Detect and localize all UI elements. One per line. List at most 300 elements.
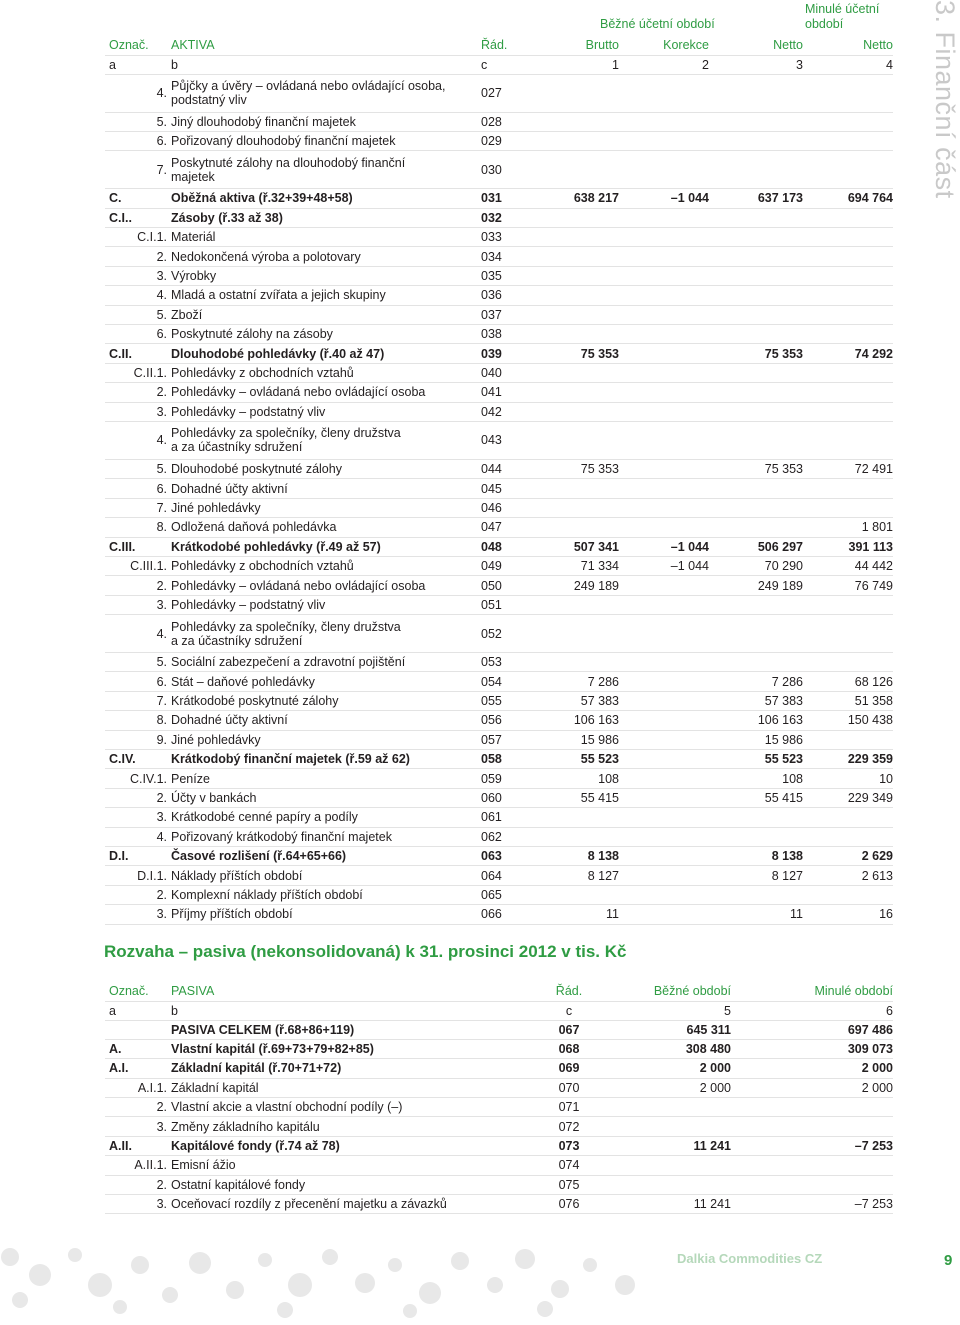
value-korekce (619, 769, 709, 788)
row-label-line2: a za účastníky sdružení (171, 633, 303, 648)
value-netto-previous (803, 286, 893, 305)
value-netto (709, 363, 803, 382)
row-designation: 2. (156, 249, 167, 264)
row-designation: 3. (156, 597, 167, 612)
value-netto (709, 228, 803, 247)
value-brutto (539, 808, 619, 827)
value-brutto (539, 305, 619, 324)
value-korekce: –1 044 (670, 559, 709, 574)
value-netto-previous (803, 383, 893, 402)
value-current: 2 000 (699, 1080, 731, 1095)
value-korekce (619, 498, 709, 517)
value-previous (731, 1175, 893, 1194)
aktiva-row (105, 266, 893, 285)
value-netto (709, 112, 803, 131)
aktiva-row (105, 344, 893, 363)
value-netto (709, 325, 803, 344)
value-netto-previous (803, 325, 893, 344)
value-netto-previous (803, 885, 893, 904)
aktiva-row (105, 189, 893, 208)
row-label (169, 74, 481, 112)
row-number: 039 (481, 346, 502, 361)
value-brutto (539, 402, 619, 421)
row-label (169, 151, 481, 189)
row-number: 076 (558, 1197, 580, 1212)
value-netto (709, 518, 803, 537)
decorative-dot (615, 1275, 635, 1295)
pasiva-row (105, 1117, 893, 1136)
row-number: 068 (558, 1042, 580, 1057)
decorative-dot (277, 1302, 293, 1318)
row-number: 057 (481, 732, 502, 747)
letter-1: 1 (612, 57, 619, 72)
value-korekce (619, 266, 709, 285)
pasiva-row (105, 1020, 893, 1039)
row-label: Zásoby (ř.33 až 38) (171, 210, 283, 225)
value-netto: 106 163 (757, 713, 803, 728)
decorative-dot (131, 1256, 149, 1274)
row-number: 033 (481, 230, 502, 245)
decorative-dot (226, 1281, 244, 1299)
value-netto: 637 173 (757, 191, 803, 206)
pasiva-row (105, 1136, 893, 1155)
row-designation: 8. (156, 713, 167, 728)
value-netto-previous (803, 305, 893, 324)
value-korekce (619, 672, 709, 691)
value-brutto: 106 163 (573, 713, 619, 728)
value-brutto: 8 127 (587, 868, 619, 883)
row-label (169, 615, 481, 653)
row-label: Vlastní kapitál (ř.69+73+79+82+85) (171, 1042, 374, 1057)
row-designation: C. (109, 191, 122, 206)
row-designation: A.I. (109, 1061, 129, 1076)
value-korekce (619, 479, 709, 498)
row-designation: 3. (156, 1197, 167, 1212)
row-number: 064 (481, 868, 502, 883)
col-brutto: Brutto (585, 37, 619, 52)
row-designation: A. (109, 1042, 122, 1057)
pasiva-row (105, 1098, 893, 1117)
aktiva-row (105, 518, 893, 537)
value-brutto: 507 341 (573, 539, 619, 554)
value-netto-previous: 74 292 (854, 346, 893, 361)
pasiva-letters-row (105, 1001, 893, 1020)
value-korekce (619, 905, 709, 924)
value-korekce: –1 044 (670, 539, 709, 554)
value-netto (709, 653, 803, 672)
value-netto: 75 353 (764, 346, 803, 361)
row-label: Krátkodobé pohledávky (ř.49 až 57) (171, 539, 381, 554)
value-brutto: 55 415 (580, 791, 619, 806)
aktiva-row (105, 305, 893, 324)
row-designation: 4. (156, 86, 167, 100)
row-label: Nedokončená výroba a polotovary (171, 249, 361, 264)
row-label-line1: Poskytnuté zálohy na dlouhodobý finanční (171, 155, 406, 170)
value-netto (709, 885, 803, 904)
row-label: Náklady příštích období (171, 868, 303, 883)
aktiva-row (105, 576, 893, 595)
aktiva-letters-row (105, 55, 893, 74)
value-current (609, 1117, 731, 1136)
value-previous: 2 000 (861, 1061, 893, 1076)
value-brutto (539, 363, 619, 382)
value-korekce (619, 730, 709, 749)
row-label: Pohledávky – ovládaná nebo ovládající osoba (171, 385, 426, 400)
value-netto-previous (803, 808, 893, 827)
value-brutto: 75 353 (580, 346, 619, 361)
aktiva-row (105, 847, 893, 866)
row-number: 051 (481, 597, 502, 612)
row-label: Komplexní náklady příštích období (171, 887, 363, 902)
aktiva-row (105, 325, 893, 344)
value-brutto (539, 518, 619, 537)
decorative-dot (12, 1292, 28, 1308)
value-netto (709, 615, 803, 653)
value-netto (709, 498, 803, 517)
value-netto: 70 290 (764, 559, 803, 574)
row-designation: C.IV.1. (129, 771, 167, 786)
value-netto-previous (803, 827, 893, 846)
value-netto: 15 986 (764, 732, 803, 747)
row-label: Krátkodobé poskytnuté zálohy (171, 694, 339, 709)
row-label: Základní kapitál (ř.70+71+72) (171, 1061, 342, 1076)
pasiva-title: Rozvaha – pasiva (nekonsolidovaná) k 31. prosinci 2012 v tis. Kč (104, 942, 627, 961)
row-label: Emisní ážio (171, 1158, 236, 1173)
value-korekce (619, 74, 709, 112)
decorative-dots (0, 1245, 660, 1325)
aktiva-current-period-header: Běžné účetní období (600, 17, 715, 31)
value-korekce (619, 653, 709, 672)
row-designation: 9. (156, 732, 167, 747)
value-netto-previous (803, 74, 893, 112)
pasiva-row (105, 1059, 893, 1078)
row-designation: 6. (156, 327, 167, 342)
row-number: 070 (558, 1080, 580, 1095)
row-number: 041 (481, 385, 502, 400)
value-brutto (539, 498, 619, 517)
row-label: Mladá a ostatní zvířata a jejich skupiny (171, 288, 386, 303)
value-netto-previous: 391 113 (848, 539, 893, 554)
col-netto: Netto (773, 37, 803, 52)
row-designation: 2. (156, 1177, 167, 1192)
col-netto-previous: Netto (863, 37, 893, 52)
value-korekce: –1 044 (670, 191, 709, 206)
row-number: 044 (481, 462, 502, 477)
aktiva-row (105, 556, 893, 575)
aktiva-row (105, 479, 893, 498)
section-side-title: 3. Finanční část (930, 0, 960, 199)
row-number: 048 (481, 539, 502, 554)
decorative-dot (288, 1273, 312, 1297)
value-netto: 75 353 (764, 462, 803, 477)
value-netto: 11 (790, 907, 803, 922)
row-number: 072 (558, 1119, 580, 1134)
value-brutto (539, 151, 619, 189)
row-number: 059 (481, 771, 502, 786)
value-previous: 697 486 (847, 1022, 893, 1037)
aktiva-row (105, 459, 893, 478)
pasiva-row (105, 1195, 893, 1214)
value-netto-previous: 694 764 (847, 191, 893, 206)
row-number: 040 (481, 365, 502, 380)
page-number: 9 (944, 1252, 953, 1269)
value-korekce (619, 750, 709, 769)
value-netto-previous (803, 112, 893, 131)
decorative-dot (322, 1249, 338, 1265)
value-netto: 57 383 (764, 694, 803, 709)
letter-3: 3 (796, 57, 803, 72)
value-netto: 249 189 (757, 578, 803, 593)
row-designation: C.I.1. (137, 230, 167, 245)
row-number: 036 (481, 288, 502, 303)
row-label: Pohledávky – ovládaná nebo ovládající osoba (171, 578, 426, 593)
footer-brand: Dalkia Commodities CZ (677, 1251, 823, 1266)
value-netto-previous: 2 629 (861, 849, 893, 864)
aktiva-row (105, 112, 893, 131)
row-designation: 4. (156, 288, 167, 303)
value-current: 11 241 (693, 1139, 731, 1154)
value-brutto (539, 595, 619, 614)
value-korekce (619, 305, 709, 324)
value-previous: 309 073 (847, 1042, 893, 1057)
letter-2: 2 (702, 57, 709, 72)
value-previous: 2 000 (861, 1080, 893, 1095)
row-designation: 5. (156, 114, 167, 129)
value-netto-previous: 76 749 (854, 578, 893, 593)
row-number: 052 (481, 626, 502, 641)
row-designation: D.I. (109, 849, 129, 864)
aktiva-row (105, 788, 893, 807)
value-brutto (539, 112, 619, 131)
row-number: 074 (558, 1158, 580, 1173)
row-designation: A.I.1. (137, 1080, 167, 1095)
row-designation: 3. (156, 269, 167, 284)
row-label: Pohledávky z obchodních vztahů (171, 365, 354, 380)
value-brutto (539, 421, 619, 459)
value-netto-previous (803, 653, 893, 672)
decorative-dot (419, 1282, 441, 1304)
row-designation: 6. (156, 674, 167, 689)
row-label: Dlouhodobé poskytnuté zálohy (171, 462, 342, 477)
value-current: 11 241 (693, 1197, 731, 1212)
value-korekce (619, 788, 709, 807)
value-netto: 55 415 (764, 791, 803, 806)
row-label: Kapitálové fondy (ř.74 až 78) (171, 1139, 340, 1154)
value-netto (709, 151, 803, 189)
row-designation: 3. (156, 810, 167, 825)
row-designation: 7. (156, 500, 167, 515)
row-designation: 8. (156, 520, 167, 535)
row-designation: 4. (156, 829, 167, 844)
value-brutto: 15 986 (580, 732, 619, 747)
col-rad: Řád. (481, 37, 508, 52)
row-label: Poskytnuté zálohy na zásoby (171, 327, 333, 342)
row-label: Pořizovaný dlouhodobý finanční majetek (171, 134, 396, 149)
value-brutto (539, 74, 619, 112)
row-number: 067 (558, 1022, 580, 1037)
value-brutto: 55 523 (580, 752, 619, 767)
value-netto: 7 286 (771, 674, 803, 689)
aktiva-row (105, 421, 893, 459)
col-oznaceni: Označ. (109, 37, 149, 52)
value-netto (709, 402, 803, 421)
row-label: Dohadné účty aktivní (171, 481, 288, 496)
aktiva-header-row (105, 35, 893, 55)
row-label: Pohledávky z obchodních vztahů (171, 559, 354, 574)
value-brutto (539, 479, 619, 498)
row-designation: C.II.1. (133, 365, 167, 380)
value-brutto: 71 334 (580, 559, 619, 574)
row-designation: A.II. (109, 1139, 132, 1154)
decorative-dot (355, 1273, 375, 1293)
value-korekce (619, 615, 709, 653)
aktiva-row (105, 595, 893, 614)
value-korekce (619, 866, 709, 885)
decorative-dot (451, 1252, 469, 1270)
col-oznaceni: Označ. (109, 983, 149, 998)
row-label: Účty v bankách (171, 791, 257, 806)
decorative-dot (162, 1287, 178, 1303)
value-netto-previous (803, 402, 893, 421)
row-designation: 2. (156, 887, 167, 902)
row-label: Časové rozlišení (ř.64+65+66) (171, 849, 347, 864)
row-label: Dlouhodobé pohledávky (ř.40 až 47) (171, 346, 385, 361)
pasiva-table (105, 981, 893, 1214)
value-brutto: 11 (606, 907, 619, 922)
aktiva-row (105, 808, 893, 827)
value-netto (709, 74, 803, 112)
value-brutto: 8 138 (587, 849, 619, 864)
row-number: 061 (481, 810, 502, 825)
value-netto-previous (803, 595, 893, 614)
value-netto-previous: 2 613 (861, 868, 893, 883)
row-label-line1: Půjčky a úvěry – ovládaná nebo ovládající osoba, (171, 79, 446, 93)
row-number: 066 (481, 907, 502, 922)
row-number: 054 (481, 674, 502, 689)
value-brutto (539, 615, 619, 653)
aktiva-row (105, 827, 893, 846)
value-netto-previous: 10 (879, 771, 893, 786)
value-korekce (619, 421, 709, 459)
row-designation: 3. (156, 907, 167, 922)
aktiva-row (105, 151, 893, 189)
letter-5: 5 (724, 1003, 731, 1018)
value-netto: 506 297 (757, 539, 803, 554)
col-korekce: Korekce (663, 37, 709, 52)
row-designation: C.III. (109, 539, 136, 554)
value-korekce (619, 847, 709, 866)
row-number: 049 (481, 559, 502, 574)
row-number: 043 (481, 433, 502, 448)
aktiva-row (105, 498, 893, 517)
row-number: 050 (481, 578, 502, 593)
value-korekce (619, 691, 709, 710)
aktiva-row (105, 383, 893, 402)
row-label-line2: majetek (171, 169, 215, 184)
aktiva-row (105, 905, 893, 924)
decorative-dot (29, 1264, 51, 1286)
value-korekce (619, 459, 709, 478)
row-designation: 2. (156, 1100, 167, 1115)
col-bezne-obdobi: Běžné období (653, 983, 731, 998)
value-netto-previous (803, 247, 893, 266)
row-designation: 2. (156, 791, 167, 806)
row-number: 045 (481, 481, 502, 496)
value-netto-previous (803, 479, 893, 498)
row-designation: 7. (156, 694, 167, 709)
row-label: Pořizovaný krátkodobý finanční majetek (171, 829, 392, 844)
row-label-line2: a za účastníky sdružení (171, 440, 303, 455)
value-previous: –7 253 (854, 1139, 893, 1154)
row-number: 035 (481, 269, 502, 284)
letter-c: c (481, 57, 488, 72)
row-designation: C.II. (109, 346, 132, 361)
value-current (609, 1098, 731, 1117)
row-label: Vlastní akcie a vlastní obchodní podíly (–) (171, 1100, 403, 1115)
value-netto (709, 266, 803, 285)
row-number: 038 (481, 327, 502, 342)
value-korekce (619, 518, 709, 537)
value-netto-previous (803, 615, 893, 653)
row-designation: C.IV. (109, 752, 136, 767)
row-designation (105, 1020, 169, 1039)
aktiva-row (105, 537, 893, 556)
row-designation: 3. (156, 404, 167, 419)
value-previous (731, 1117, 893, 1136)
row-number: 030 (481, 162, 502, 177)
row-designation: 3. (156, 1119, 167, 1134)
aktiva-previous-period-header: Minulé účetní období (805, 2, 880, 31)
aktiva-row (105, 131, 893, 150)
value-netto (709, 286, 803, 305)
row-label: Pohledávky – podstatný vliv (171, 404, 326, 419)
value-current: 308 480 (685, 1042, 731, 1057)
decorative-dot (258, 1253, 272, 1267)
row-label: Peníze (171, 771, 210, 786)
value-brutto: 57 383 (580, 694, 619, 709)
row-number: 075 (558, 1177, 580, 1192)
row-designation: 6. (156, 134, 167, 149)
value-netto (709, 827, 803, 846)
value-netto (709, 131, 803, 150)
value-netto-previous: 44 442 (854, 559, 893, 574)
row-designation: D.I.1. (137, 868, 167, 883)
value-netto: 108 (782, 771, 803, 786)
row-label: Pohledávky – podstatný vliv (171, 597, 326, 612)
value-korekce (619, 576, 709, 595)
row-number: 056 (481, 713, 502, 728)
pasiva-row (105, 1078, 893, 1097)
value-netto (709, 305, 803, 324)
value-netto-previous: 229 349 (847, 791, 893, 806)
row-designation: 6. (156, 481, 167, 496)
value-brutto (539, 228, 619, 247)
row-label: Oceňovací rozdíly z přecenění majetku a závazků (171, 1197, 447, 1212)
value-previous (731, 1156, 893, 1175)
value-current (609, 1175, 731, 1194)
value-korekce (619, 595, 709, 614)
value-netto (709, 479, 803, 498)
row-designation: 2. (156, 578, 167, 593)
letter-b: b (171, 57, 178, 72)
value-previous: –7 253 (854, 1197, 893, 1212)
value-netto-previous: 16 (879, 907, 893, 922)
aktiva-row (105, 208, 893, 227)
value-brutto (539, 286, 619, 305)
row-label: Sociální zabezpečení a zdravotní pojištění (171, 655, 406, 670)
aktiva-row (105, 730, 893, 749)
row-label: Změny základního kapitálu (171, 1119, 320, 1134)
